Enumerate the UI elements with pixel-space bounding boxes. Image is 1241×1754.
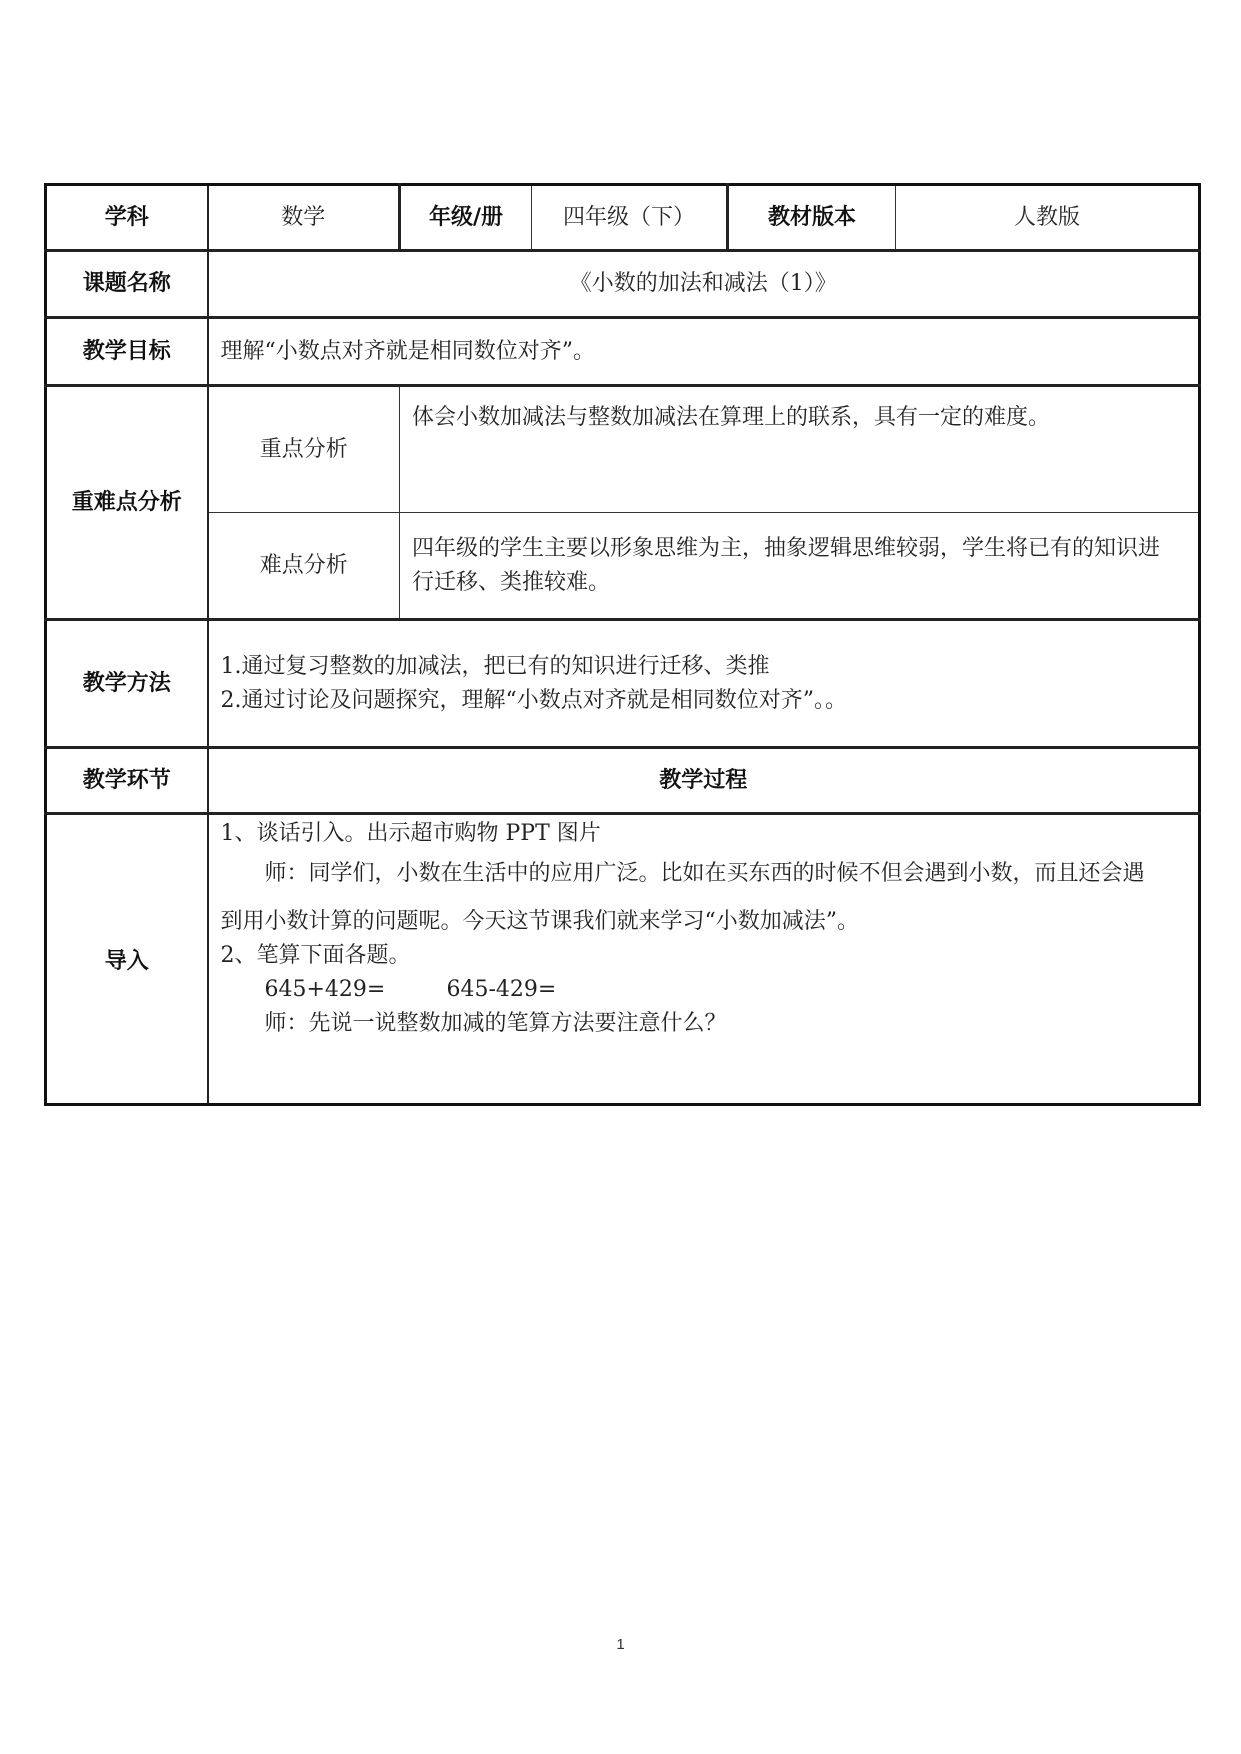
- lesson-title-value: 《小数的加法和减法（1）》: [208, 251, 1200, 318]
- subject-label: 学科: [46, 185, 208, 251]
- page-number: 1: [616, 1636, 625, 1653]
- calc-row: [221, 973, 1187, 1007]
- calc-sub: 645-429=: [446, 977, 557, 1002]
- key-point-text: 体会小数加减法与整数加减法在算理上的联系，具有一定的难度。: [400, 386, 1200, 513]
- key-point-label: 重点分析: [208, 386, 400, 513]
- teaching-goal-row: [46, 318, 1200, 386]
- subject-value: 数学: [208, 185, 400, 251]
- teacher-line-1a: 师：同学们，小数在生活中的应用广泛。比如在买东西的时候不但会遇到小数，而且还会遇: [264, 861, 1145, 886]
- method-line: 2.通过讨论及问题探究，理解“小数点对齐就是相同数位对齐”。。: [220, 687, 847, 713]
- intro-content: [208, 814, 1200, 1105]
- analysis-label: 重难点分析: [46, 386, 208, 620]
- edition-label: 教材版本: [728, 185, 896, 251]
- difficulty-row: [46, 513, 1200, 620]
- calc-add: 645+429=: [264, 977, 386, 1002]
- teaching-goal-text: 理解“小数点对齐就是相同数位对齐”。: [208, 318, 1200, 386]
- difficulty-line: 四年级的学生主要以形象思维为主，抽象逻辑思维较弱，学生将已有的知识进: [412, 535, 1161, 561]
- teaching-goal-label: 教学目标: [46, 318, 208, 386]
- teacher-line-2: 师：先说一说整数加减的笔算方法要注意什么？: [264, 1011, 727, 1036]
- grade-label: 年级/册: [400, 185, 532, 251]
- difficulty-line: 行迁移、类推较难。: [412, 569, 611, 595]
- header-row: [46, 185, 1200, 251]
- key-point-row: [46, 386, 1200, 513]
- intro-step-1: 1、谈话引入。出示超市购物 PPT 图片: [220, 821, 601, 846]
- stage-label: 教学环节: [46, 748, 208, 814]
- method-text: [208, 620, 1200, 748]
- method-line: 1.通过复习整数的加减法，把已有的知识进行迁移、类推: [220, 653, 770, 679]
- process-label: 教学过程: [208, 748, 1200, 814]
- process-header-row: [46, 748, 1200, 814]
- intro-label: 导入: [46, 814, 208, 1105]
- difficulty-text: [400, 513, 1200, 620]
- intro-step-2: 2、笔算下面各题。: [220, 943, 411, 968]
- difficulty-label: 难点分析: [208, 513, 400, 620]
- lesson-plan-table: [44, 183, 1201, 1106]
- edition-value: 人教版: [896, 185, 1200, 251]
- lesson-title-row: [46, 251, 1200, 318]
- lesson-title-label: 课题名称: [46, 251, 208, 318]
- teacher-line-1b: 到用小数计算的问题呢。今天这节课我们就来学习“小数加减法”。: [220, 909, 859, 934]
- method-row: [46, 620, 1200, 748]
- intro-row: [46, 814, 1200, 1105]
- method-label: 教学方法: [46, 620, 208, 748]
- grade-value: 四年级（下）: [532, 185, 728, 251]
